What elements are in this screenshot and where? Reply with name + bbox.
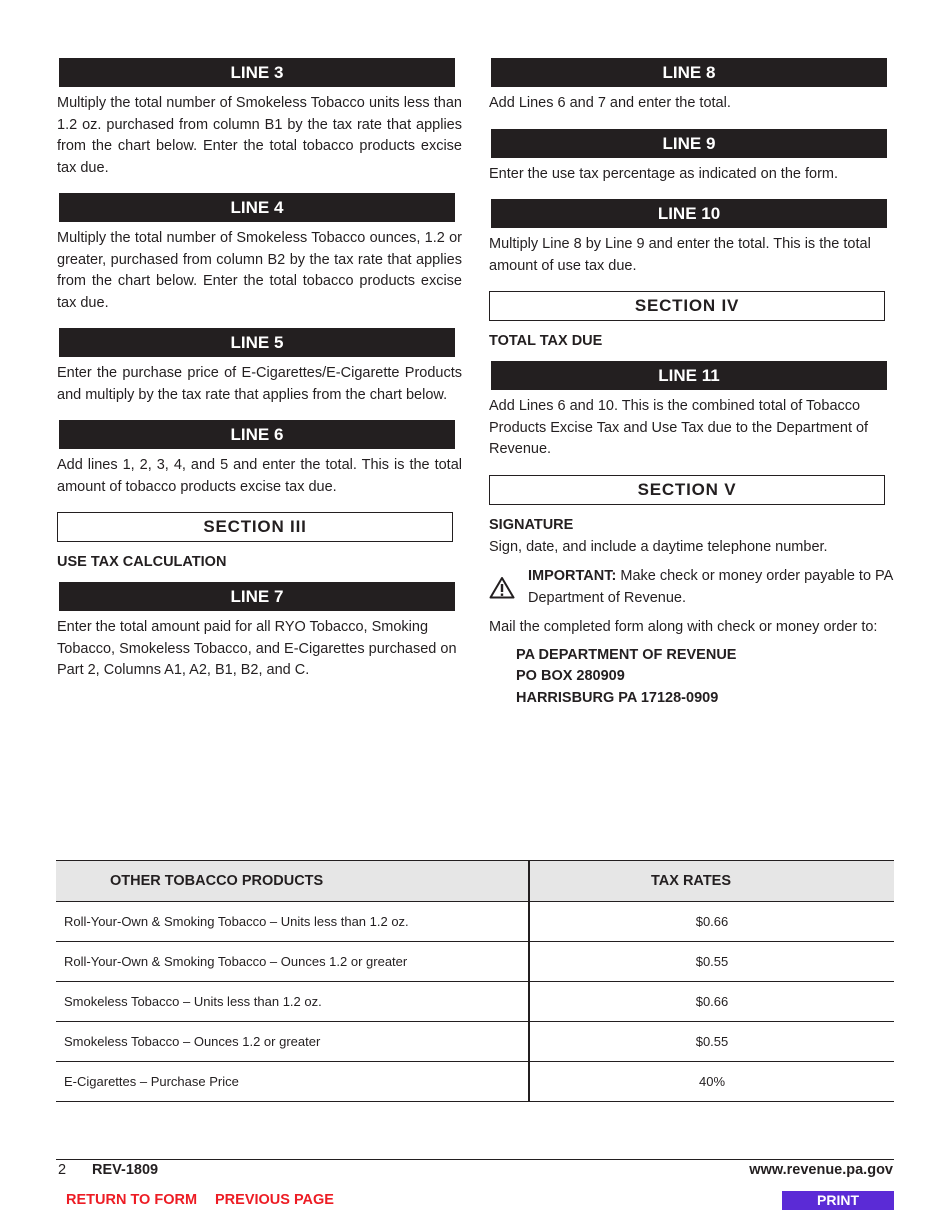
section4-subtitle: TOTAL TAX DUE [489,333,603,349]
table-row [56,982,894,1022]
section3-subtitle: USE TAX CALCULATION [57,554,227,570]
website-url: www.revenue.pa.gov [749,1162,893,1178]
line3-heading: LINE 3 [59,58,455,87]
section3-heading: SECTION III [57,512,453,542]
section4-heading: SECTION IV [489,291,885,321]
table-row [56,902,894,942]
table-header-products: OTHER TOBACCO PRODUCTS [56,861,529,902]
product-cell: Roll-Your-Own & Smoking Tobacco – Ounces 1.2 or greater [56,942,529,982]
rate-cell: $0.66 [529,982,894,1022]
table-row [56,1022,894,1062]
important-body: Make check or money order payable to PA Department of Revenue. [528,568,893,606]
line6-instructions: Add lines 1, 2, 3, 4, and 5 and enter the total. This is the total amount of tobacco products excise tax due. [57,457,462,495]
product-cell: Roll-Your-Own & Smoking Tobacco – Units less than 1.2 oz. [56,902,529,942]
page-number: 2 [58,1162,67,1178]
line11-heading: LINE 11 [491,361,887,390]
tax-rates-table [56,860,894,1102]
warning-triangle-icon [489,566,517,609]
line9-instructions: Enter the use tax percentage as indicated on the form. [489,165,839,182]
important-notice [489,566,894,609]
important-label: IMPORTANT: [528,568,617,584]
line5-instructions: Enter the purchase price of E-Cigarettes/E-Cigarette Products and multiply by the tax rate that applies from the chart below. [57,365,462,403]
rate-cell: 40% [529,1062,894,1102]
line9-heading: LINE 9 [491,129,887,158]
mailing-address [516,645,894,710]
right-column [489,58,894,709]
return-to-form-link[interactable]: RETURN TO FORM [66,1192,198,1208]
address-line: PO BOX 280909 [516,668,625,684]
important-text [528,566,894,609]
line6-heading: LINE 6 [59,420,455,449]
line5-heading: LINE 5 [59,328,455,357]
section5-subtitle: SIGNATURE [489,516,574,533]
table-header-rates: TAX RATES [529,861,894,902]
rate-cell: $0.55 [529,1022,894,1062]
product-cell: Smokeless Tobacco – Ounces 1.2 or greater [56,1022,529,1062]
mail-instructions: Mail the completed form along with check or money order to: [489,619,878,635]
rate-cell: $0.55 [529,942,894,982]
address-line: PA DEPARTMENT OF REVENUE [516,646,737,663]
form-number: REV-1809 [92,1162,159,1178]
section5-heading: SECTION V [489,475,885,505]
line10-heading: LINE 10 [491,199,887,228]
previous-page-link[interactable]: PREVIOUS PAGE [215,1192,334,1208]
line3-instructions: Multiply the total number of Smokeless Tobacco units less than 1.2 oz. purchased from column B1 by the tax rate that applies from the chart below. Enter the total tobacco products excise tax due. [57,95,462,176]
signature-instructions: Sign, date, and include a daytime telephone number. [489,538,828,555]
line8-instructions: Add Lines 6 and 7 and enter the total. [489,95,731,111]
line4-instructions: Multiply the total number of Smokeless Tobacco ounces, 1.2 or greater, purchased from column B2 by the tax rate that applies from the chart below. Enter the total tobacco products excise tax due. [57,230,462,311]
footer-divider [56,1159,894,1160]
product-cell: Smokeless Tobacco – Units less than 1.2 oz. [56,982,529,1022]
table-row [56,942,894,982]
line7-heading: LINE 7 [59,582,455,611]
line10-instructions: Multiply Line 8 by Line 9 and enter the total. This is the total amount of use tax due. [489,236,871,274]
rate-cell: $0.66 [529,902,894,942]
line7-instructions: Enter the total amount paid for all RYO Tobacco, Smoking Tobacco, Smokeless Tobacco, and E-Cigarettes purchased on Part 2, Columns A1, A2, B1, B2, and C. [57,619,457,678]
table-header-row [56,861,894,902]
product-cell: E-Cigarettes – Purchase Price [56,1062,529,1102]
line4-heading: LINE 4 [59,193,455,222]
address-line: HARRISBURG PA 17128-0909 [516,689,719,706]
table-row [56,1062,894,1102]
line8-heading: LINE 8 [491,58,887,87]
print-button[interactable]: PRINT [782,1191,894,1210]
line11-instructions: Add Lines 6 and 10. This is the combined total of Tobacco Products Excise Tax and Use Tax due to the Department of Revenue. [489,398,869,457]
left-column [57,58,462,682]
